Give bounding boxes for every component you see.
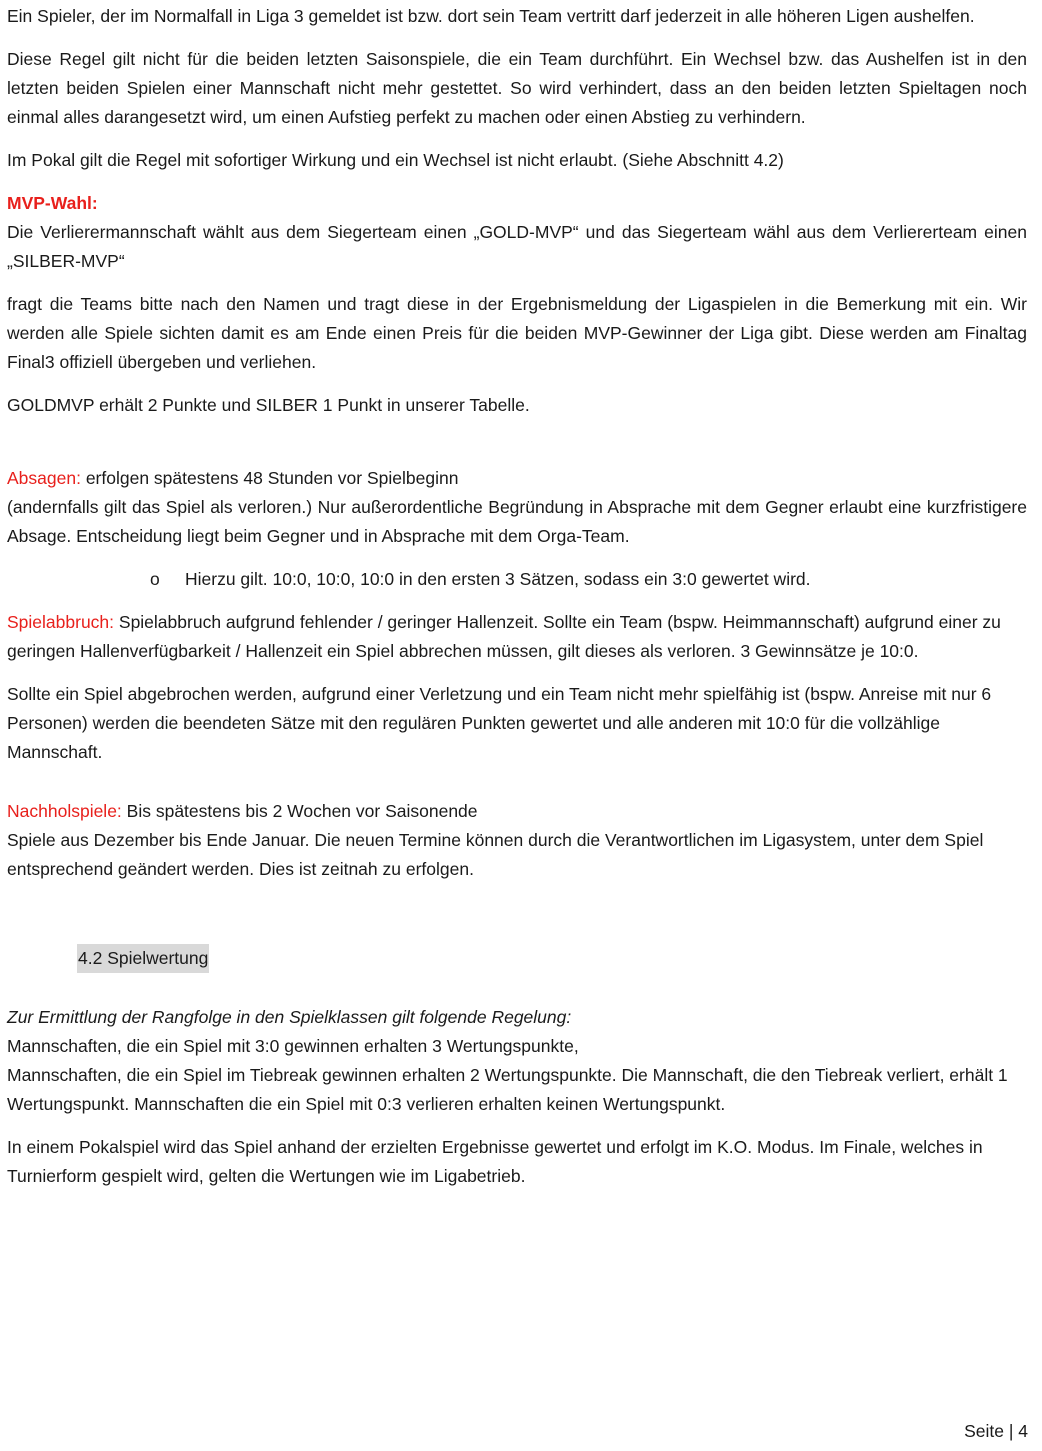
absagen-section [7,464,1027,594]
absagen-label: Absagen: [7,468,81,488]
paragraph-last-games-rule: Diese Regel gilt nicht für die beiden letzten Saisonspiele, die ein Team durchführt. Ein Wechsel bzw. das Aushelfen ist in den letzten beiden Spielen einer Mannschaft nicht mehr gestettet. So wird verhindert, dass an den beiden letzten Spieltagen noch einmal alles darangesetzt wird, um einen Aufstieg perfekt zu machen oder einen Abstieg zu verhindern. [7,49,1027,127]
nachholspiele-section [7,797,1027,884]
section-4-2 [7,944,1027,1191]
document-page [7,2,1027,1205]
absagen-deadline: erfolgen spätestens 48 Stunden vor Spielbeginn [80,468,459,488]
nachholspiele-deadline: Bis spätestens bis 2 Wochen vor Saisonende [121,801,478,821]
absagen-bullet-text: Hierzu gilt. 10:0, 10:0, 10:0 in den ersten 3 Sätzen, sodass ein 3:0 gewertet wird. [185,569,811,589]
absagen-first-line [7,464,1027,493]
nachholspiele-first-line [7,797,1027,826]
page-number: Seite | 4 [964,1421,1028,1441]
spielabbruch-section [7,608,1027,767]
spielabbruch-injury-paragraph: Sollte ein Spiel abgebrochen werden, aufgrund einer Verletzung und ein Team nicht mehr spielfähig ist (bspw. Anreise mit nur 6 Personen) werden die beendeten Sätze mit den regulären Punkten gewertet und alle anderen mit 10:0 für die vollzählige Mannschaft. [7,684,992,762]
mvp-heading: MVP-Wahl: [7,193,98,213]
spielabbruch-text: Spielabbruch aufgrund fehlender / geringer Hallenzeit. Sollte ein Team (bspw. Heimmannschaft) aufgrund einer zu geringen Hallenverfügbarkeit / Hallenzeit ein Spiel abbrechen müssen, gilt dieses als verloren. 3 Gewinnsätze je 10:0. [7,612,1001,661]
absagen-bullet-item [7,565,1027,594]
section-4-2-heading: 4.2 Spielwertung [77,944,209,973]
mvp-section [7,189,1027,420]
section-4-2-line-tiebreak: Mannschaften, die ein Spiel im Tiebreak gewinnen erhalten 2 Wertungspunkte. Die Mannschaft, die den Tiebreak verliert, erhält 1 Wertungspunkt. Mannschaften die ein Spiel mit 0:3 verlieren erhalten keinen Wertungspunkt. [7,1065,1008,1114]
nachholspiele-text: Spiele aus Dezember bis Ende Januar. Die neuen Termine können durch die Verantwortlichen im Ligasystem, unter dem Spiel entsprechend geändert werden. Dies ist zeitnah zu erfolgen. [7,830,984,879]
section-4-2-intro: Zur Ermittlung der Rangfolge in den Spielklassen gilt folgende Regelung: [7,1007,572,1027]
section-4-2-line-3-0: Mannschaften, die ein Spiel mit 3:0 gewinnen erhalten 3 Wertungspunkte, [7,1036,579,1056]
spielabbruch-label: Spielabbruch: [7,612,115,632]
absagen-text: (andernfalls gilt das Spiel als verloren.) Nur außerordentliche Begründung in Absprache mit dem Gegner erlaubt eine kurzfristigere Absage. Entscheidung liegt beim Gegner und in Absprache mit dem Orga-Team. [7,497,1027,546]
mvp-description: Die Verlierermannschaft wählt aus dem Siegerteam einen „GOLD-MVP“ und das Siegerteam wähl aus dem Verliererteam einen „SILBER-MVP“ [7,222,1027,271]
mvp-points: GOLDMVP erhält 2 Punkte und SILBER 1 Punkt in unserer Tabelle. [7,395,530,415]
mvp-instructions: fragt die Teams bitte nach den Namen und tragt diese in der Ergebnismeldung der Ligaspielen in die Bemerkung mit ein. Wir werden alle Spiele sichten damit es am Ende einen Preis für die beiden MVP-Gewinner der Liga gibt. Diese werden am Finaltag Final3 offiziell übergeben und verliehen. [7,294,1027,372]
nachholspiele-label: Nachholspiele: [7,801,122,821]
spielabbruch-paragraph [7,608,1027,666]
bullet-circle-icon: o [150,569,160,589]
paragraph-pokal-rule: Im Pokal gilt die Regel mit sofortiger Wirkung und ein Wechsel ist nicht erlaubt. (Siehe Abschnitt 4.2) [7,150,784,170]
paragraph-liga3-rule: Ein Spieler, der im Normalfall in Liga 3 gemeldet ist bzw. dort sein Team vertritt darf jederzeit in alle höheren Ligen aushelfen. [7,6,975,26]
section-4-2-pokal: In einem Pokalspiel wird das Spiel anhand der erzielten Ergebnisse gewertet und erfolgt im K.O. Modus. Im Finale, welches in Turnierform gespielt wird, gelten die Wertungen wie im Ligabetrieb. [7,1137,983,1186]
